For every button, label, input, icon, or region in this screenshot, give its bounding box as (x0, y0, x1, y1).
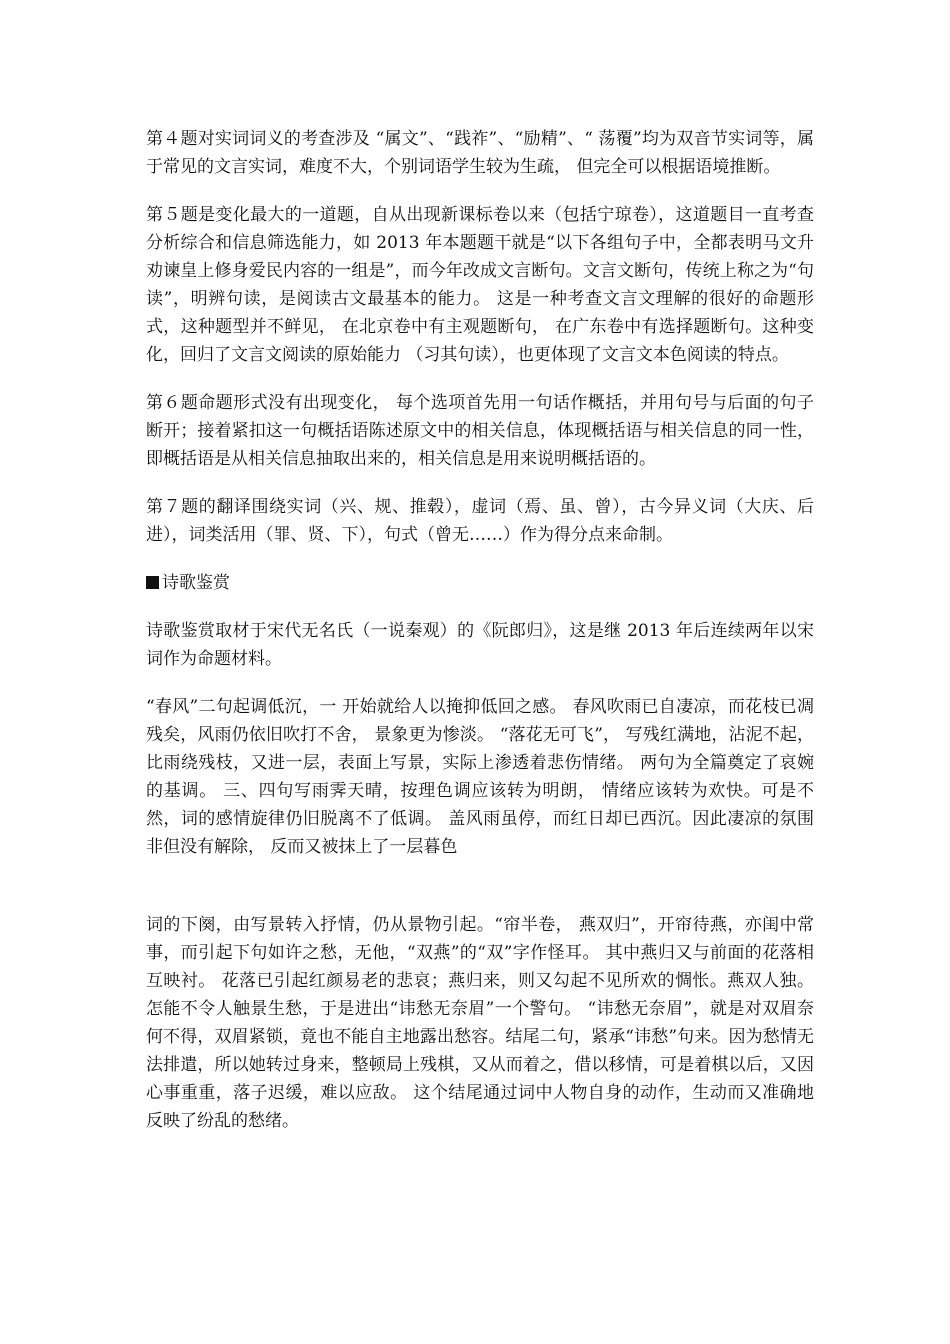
paragraph-question-5: 第５题是变化最大的一道题，自从出现新课标卷以来（包括宁琼卷），这道题目一直考查分析综合和信息筛选能力，如 2013 年本题题干就是“以下各组句子中，全都表明马文升劝谏皇上修身爱民内容的一组是”，而今年改成文言断句。文言文断句，传统上称之为“句读”，明辨句读，是阅读古文最基本的能力。 这是一种考查文言文理解的很好的命题形式，这种题型并不鲜见， 在北京卷中有主观题断句， 在广东卷中有选择题断句。这种变化，回归了文言文阅读的原始能力 （习其句读），也更体现了文言文本色阅读的特点。 (146, 205, 814, 365)
document-page (146, 125, 814, 1135)
paragraph-poetry-first-half: “春风”二句起调低沉，一 开始就给人以掩抑低回之感。 春风吹雨已自凄凉，而花枝已凋残矣，风雨仍依旧吹打不舍， 景象更为惨淡。 “落花无可飞”， 写残红满地，沾泥不起，比雨绕残枝，又进一层，表面上写景，实际上渗透着悲伤情绪。 两句为全篇奠定了哀婉的基调。 三、四句写雨霁天晴，按理色调应该转为明朗， 情绪应该转为欢快。可是不然，词的感情旋律仍旧脱离不了低调。 盖风雨虽停，而红日却已西沉。因此凄凉的氛围非但没有解除， 反而又被抹上了一层暮色 (146, 697, 814, 857)
section-heading-poetry (146, 569, 814, 597)
paragraph-poetry-second-half: 词的下阕，由写景转入抒情，仍从景物引起。“帘半卷， 燕双归”，开帘待燕，亦闺中常事，而引起下句如许之愁，无他，“双燕”的“双”字作怪耳。 其中燕归又与前面的花落相互映衬。 花落已引起红颜易老的悲哀；燕归来，则又勾起不见所欢的惆怅。燕双人独。怎能不令人触景生愁，于是进出“讳愁无奈眉”一个警句。 “讳愁无奈眉”，就是对双眉奈何不得，双眉紧锁，竟也不能自主地露出愁容。结尾二句，紧承“讳愁”句来。因为愁情无法排遣，所以她转过身来，整顿局上残棋，又从而着之，借以移情，可是着棋以后，又因心事重重，落子迟缓，难以应敌。 这个结尾通过词中人物自身的动作，生动而又准确地反映了纷乱的愁绪。 (146, 915, 814, 1131)
paragraph-question-6: 第６题命题形式没有出现变化， 每个选项首先用一句话作概括，并用句号与后面的句子断开；接着紧扣这一句概括语陈述原文中的相关信息，体现概括语与相关信息的同一性，即概括语是从相关信息抽取出来的，相关信息是用来说明概括语的。 (146, 393, 814, 469)
black-square-icon (146, 576, 159, 589)
paragraph-question-4: 第４题对实词词义的考查涉及 “属文”、“践祚”、“励精”、“ 荡覆”均为双音节实词等，属于常见的文言实词，难度不大，个别词语学生较为生疏， 但完全可以根据语境推断。 (146, 129, 814, 177)
paragraph-poetry-intro: 诗歌鉴赏取材于宋代无名氏（一说秦观）的《阮郎归》，这是继 2013 年后连续两年以宋词作为命题材料。 (146, 621, 814, 669)
section-heading-text: 诗歌鉴赏 (162, 573, 230, 593)
paragraph-question-7: 第７题的翻译围绕实词（兴、规、推毂），虚词（焉、虽、曾），古今异义词（大庆、后进），词类活用（罪、贤、下），句式（曾无……）作为得分点来命制。 (146, 497, 814, 545)
